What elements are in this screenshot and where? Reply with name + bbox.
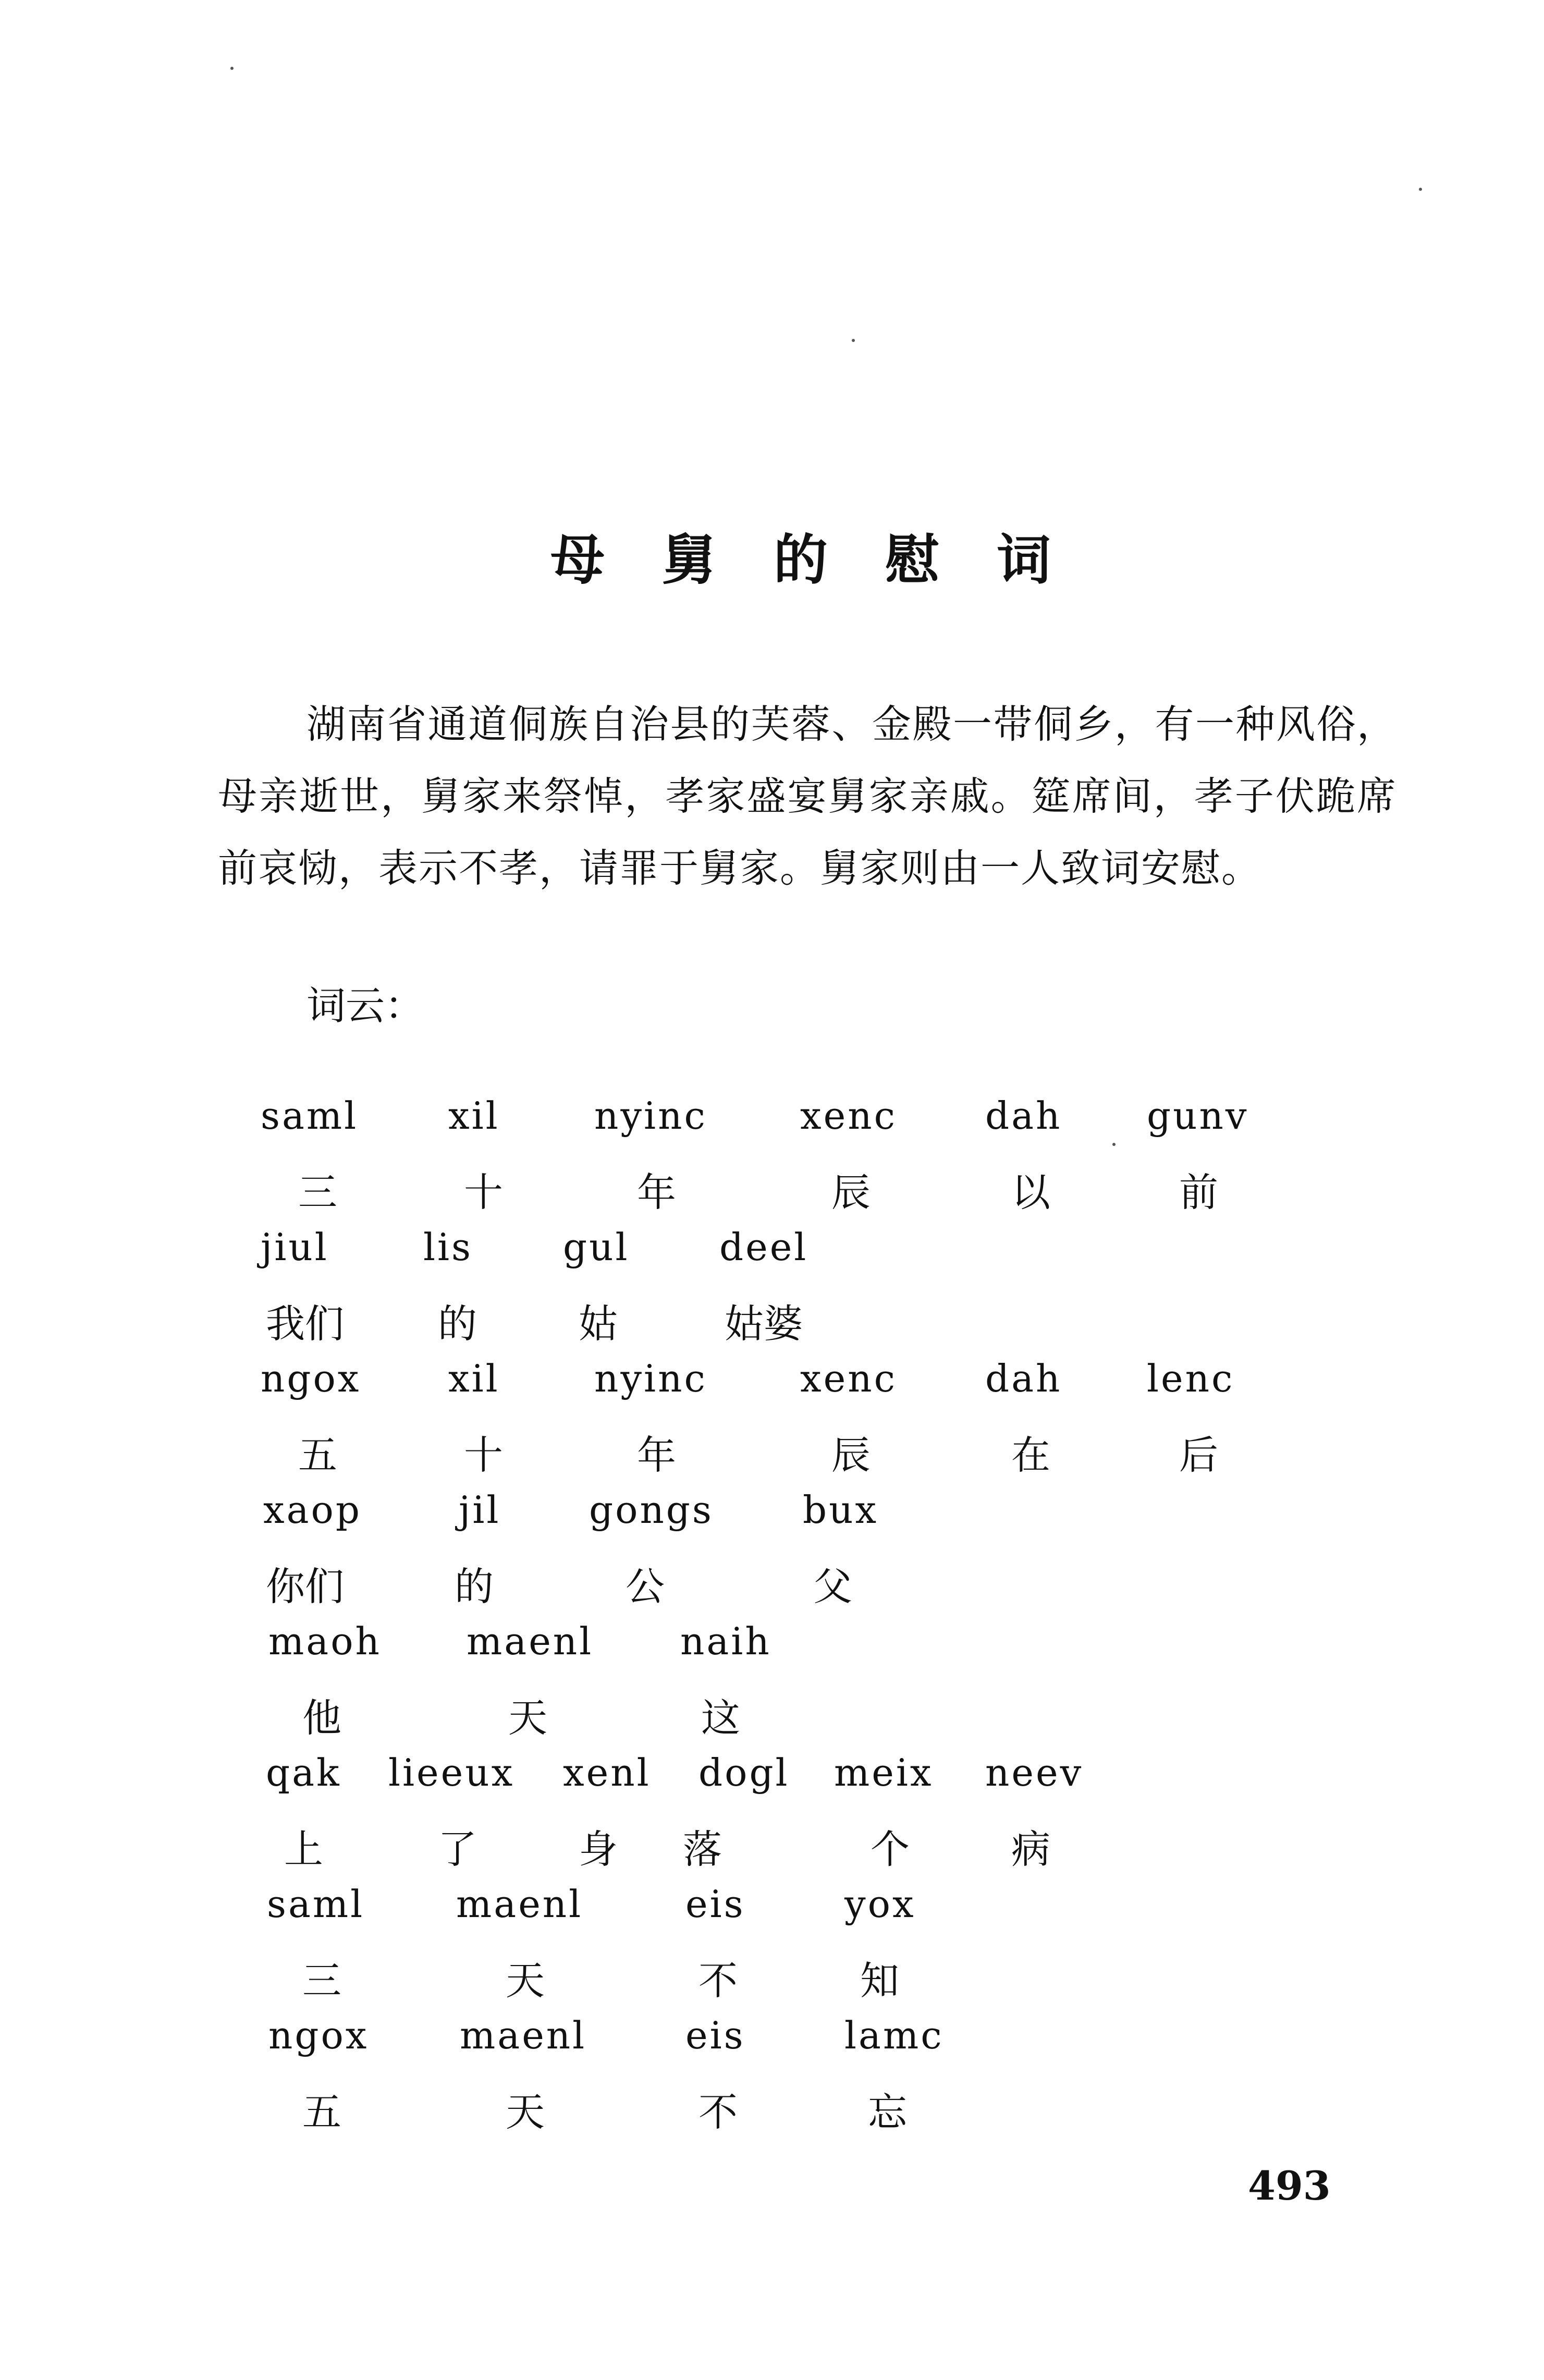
verse-line-dong bbox=[0, 1488, 1544, 1540]
verse-line-dong bbox=[0, 2013, 1544, 2066]
verse-word-dong: deel bbox=[719, 1225, 808, 1269]
verse-word-chinese: 在 bbox=[1011, 1432, 1051, 1478]
title-char: 的 bbox=[773, 528, 828, 592]
verse-word-dong: eis bbox=[685, 1882, 745, 1926]
verse-word-dong: lenc bbox=[1147, 1357, 1235, 1400]
verse-line-dong bbox=[0, 1357, 1544, 1409]
verse-word-dong: gunv bbox=[1147, 1094, 1249, 1138]
verse-word-chinese: 三 bbox=[298, 1169, 338, 1215]
verse-line-dong bbox=[0, 1619, 1544, 1671]
intro-paragraph bbox=[218, 688, 1397, 904]
verse-word-chinese: 辰 bbox=[831, 1169, 871, 1215]
verse-line-chinese bbox=[0, 1950, 1544, 2002]
verse-word-dong: xenl bbox=[563, 1751, 651, 1795]
verse-word-dong: maenl bbox=[467, 1619, 594, 1663]
verse-word-chinese: 知 bbox=[860, 1958, 900, 2004]
scan-speck bbox=[852, 339, 855, 342]
verse-word-chinese: 不 bbox=[699, 1958, 738, 2004]
title-char: 舅 bbox=[661, 528, 716, 592]
verse-word-chinese: 的 bbox=[455, 1564, 494, 1609]
page-title bbox=[550, 516, 1051, 594]
verse-word-dong: lamc bbox=[844, 2013, 944, 2057]
verse-word-chinese: 姑婆 bbox=[725, 1301, 803, 1347]
verse-word-dong: lis bbox=[423, 1225, 473, 1269]
verse-word-chinese: 了 bbox=[438, 1826, 477, 1872]
verse-word-dong: jiul bbox=[261, 1225, 329, 1269]
verse-word-dong: yox bbox=[844, 1882, 916, 1926]
verse-word-chinese: 天 bbox=[506, 1958, 545, 2004]
verse-word-chinese: 十 bbox=[464, 1169, 504, 1215]
scan-speck bbox=[1419, 188, 1422, 191]
title-char: 词 bbox=[996, 528, 1051, 592]
verse-word-chinese: 后 bbox=[1179, 1432, 1219, 1478]
verse-word-dong: xil bbox=[448, 1094, 500, 1138]
verse-word-chinese: 五 bbox=[298, 1432, 338, 1478]
title-char: 母 bbox=[550, 528, 605, 592]
verse-word-chinese: 年 bbox=[637, 1432, 677, 1478]
verse-word-dong: xil bbox=[448, 1357, 500, 1400]
title-char: 慰 bbox=[885, 528, 939, 592]
verse-word-dong: bux bbox=[803, 1488, 879, 1532]
verse-word-chinese: 五 bbox=[302, 2089, 342, 2135]
verse-word-dong: lieeux bbox=[388, 1751, 515, 1795]
scan-speck bbox=[1112, 1143, 1116, 1146]
verse-word-chinese: 年 bbox=[637, 1169, 677, 1215]
verse-word-dong: nyinc bbox=[594, 1094, 707, 1138]
verse-word-dong: neev bbox=[985, 1751, 1084, 1795]
verse-word-dong: dah bbox=[985, 1357, 1062, 1400]
verse-line-dong bbox=[0, 1225, 1544, 1277]
scan-speck bbox=[230, 67, 234, 70]
verse-line-dong bbox=[0, 1882, 1544, 1934]
verse-word-chinese: 他 bbox=[302, 1695, 342, 1741]
verse-word-chinese: 的 bbox=[438, 1301, 477, 1347]
verse-word-dong: ngox bbox=[261, 1357, 361, 1400]
verse-line-chinese bbox=[0, 1687, 1544, 1739]
verse-word-dong: nyinc bbox=[594, 1357, 707, 1400]
verse-line-chinese bbox=[0, 2081, 1544, 2133]
verse-word-dong: xenc bbox=[800, 1094, 897, 1138]
verse-word-dong: ngox bbox=[268, 2013, 369, 2057]
verse-word-dong: saml bbox=[261, 1094, 359, 1138]
verse-word-dong: jil bbox=[459, 1488, 501, 1532]
verse-word-dong: maenl bbox=[460, 2013, 587, 2057]
verse-word-dong: xenc bbox=[800, 1357, 897, 1400]
verse-word-chinese: 上 bbox=[284, 1826, 324, 1872]
verse-word-chinese: 你们 bbox=[266, 1564, 345, 1609]
verse-word-chinese: 公 bbox=[626, 1564, 665, 1609]
page-number: 493 bbox=[1248, 2163, 1331, 2209]
verse-word-chinese: 病 bbox=[1011, 1826, 1051, 1872]
verse-word-chinese: 父 bbox=[813, 1564, 853, 1609]
verse-word-dong: gul bbox=[563, 1225, 630, 1269]
verse-word-chinese: 姑 bbox=[579, 1301, 618, 1347]
verse-word-chinese: 身 bbox=[579, 1826, 618, 1872]
verse-intro-label: 词云： bbox=[307, 983, 424, 1029]
verse-word-dong: maoh bbox=[268, 1619, 382, 1663]
verse-word-chinese: 这 bbox=[701, 1695, 741, 1741]
verse-word-dong: dogl bbox=[699, 1751, 790, 1795]
verse-line-chinese bbox=[0, 1818, 1544, 1871]
verse-word-dong: meix bbox=[834, 1751, 934, 1795]
verse-line-chinese bbox=[0, 1424, 1544, 1476]
verse-word-dong: gongs bbox=[589, 1488, 714, 1532]
verse-line-chinese bbox=[0, 1556, 1544, 1608]
verse-word-chinese: 我们 bbox=[266, 1301, 345, 1347]
verse-word-dong: saml bbox=[267, 1882, 365, 1926]
verse-word-dong: maenl bbox=[456, 1882, 583, 1926]
verse-word-chinese: 十 bbox=[464, 1432, 504, 1478]
verse-word-chinese: 三 bbox=[302, 1958, 342, 2004]
verse-word-dong: xaop bbox=[263, 1488, 362, 1532]
verse-line-chinese bbox=[0, 1162, 1544, 1214]
verse-line-dong bbox=[0, 1094, 1544, 1146]
verse-word-chinese: 天 bbox=[508, 1695, 548, 1741]
verse-word-chinese: 辰 bbox=[831, 1432, 871, 1478]
verse-word-chinese: 落 bbox=[683, 1826, 722, 1872]
verse-word-chinese: 不 bbox=[699, 2089, 738, 2135]
verse-word-chinese: 忘 bbox=[868, 2089, 908, 2135]
verse-word-dong: naih bbox=[680, 1619, 771, 1663]
verse-line-chinese bbox=[0, 1293, 1544, 1345]
verse-word-dong: qak bbox=[266, 1751, 341, 1795]
verse-word-dong: eis bbox=[685, 2013, 745, 2057]
verse-word-chinese: 以 bbox=[1011, 1169, 1051, 1215]
verse-word-chinese: 个 bbox=[871, 1826, 910, 1872]
verse-word-chinese: 天 bbox=[506, 2089, 545, 2135]
verse-line-dong bbox=[0, 1751, 1544, 1803]
verse-word-dong: dah bbox=[985, 1094, 1062, 1138]
verse-word-chinese: 前 bbox=[1179, 1169, 1219, 1215]
intro-text: 湖南省通道侗族自治县的芙蓉、金殿一带侗乡，有一种风俗，母亲逝世，舅家来祭悼，孝家盛宴舅家亲戚。筵席间，孝子伏跪席前哀恸，表示不孝，请罪于舅家。舅家则由一人致词安慰。 bbox=[218, 701, 1397, 891]
